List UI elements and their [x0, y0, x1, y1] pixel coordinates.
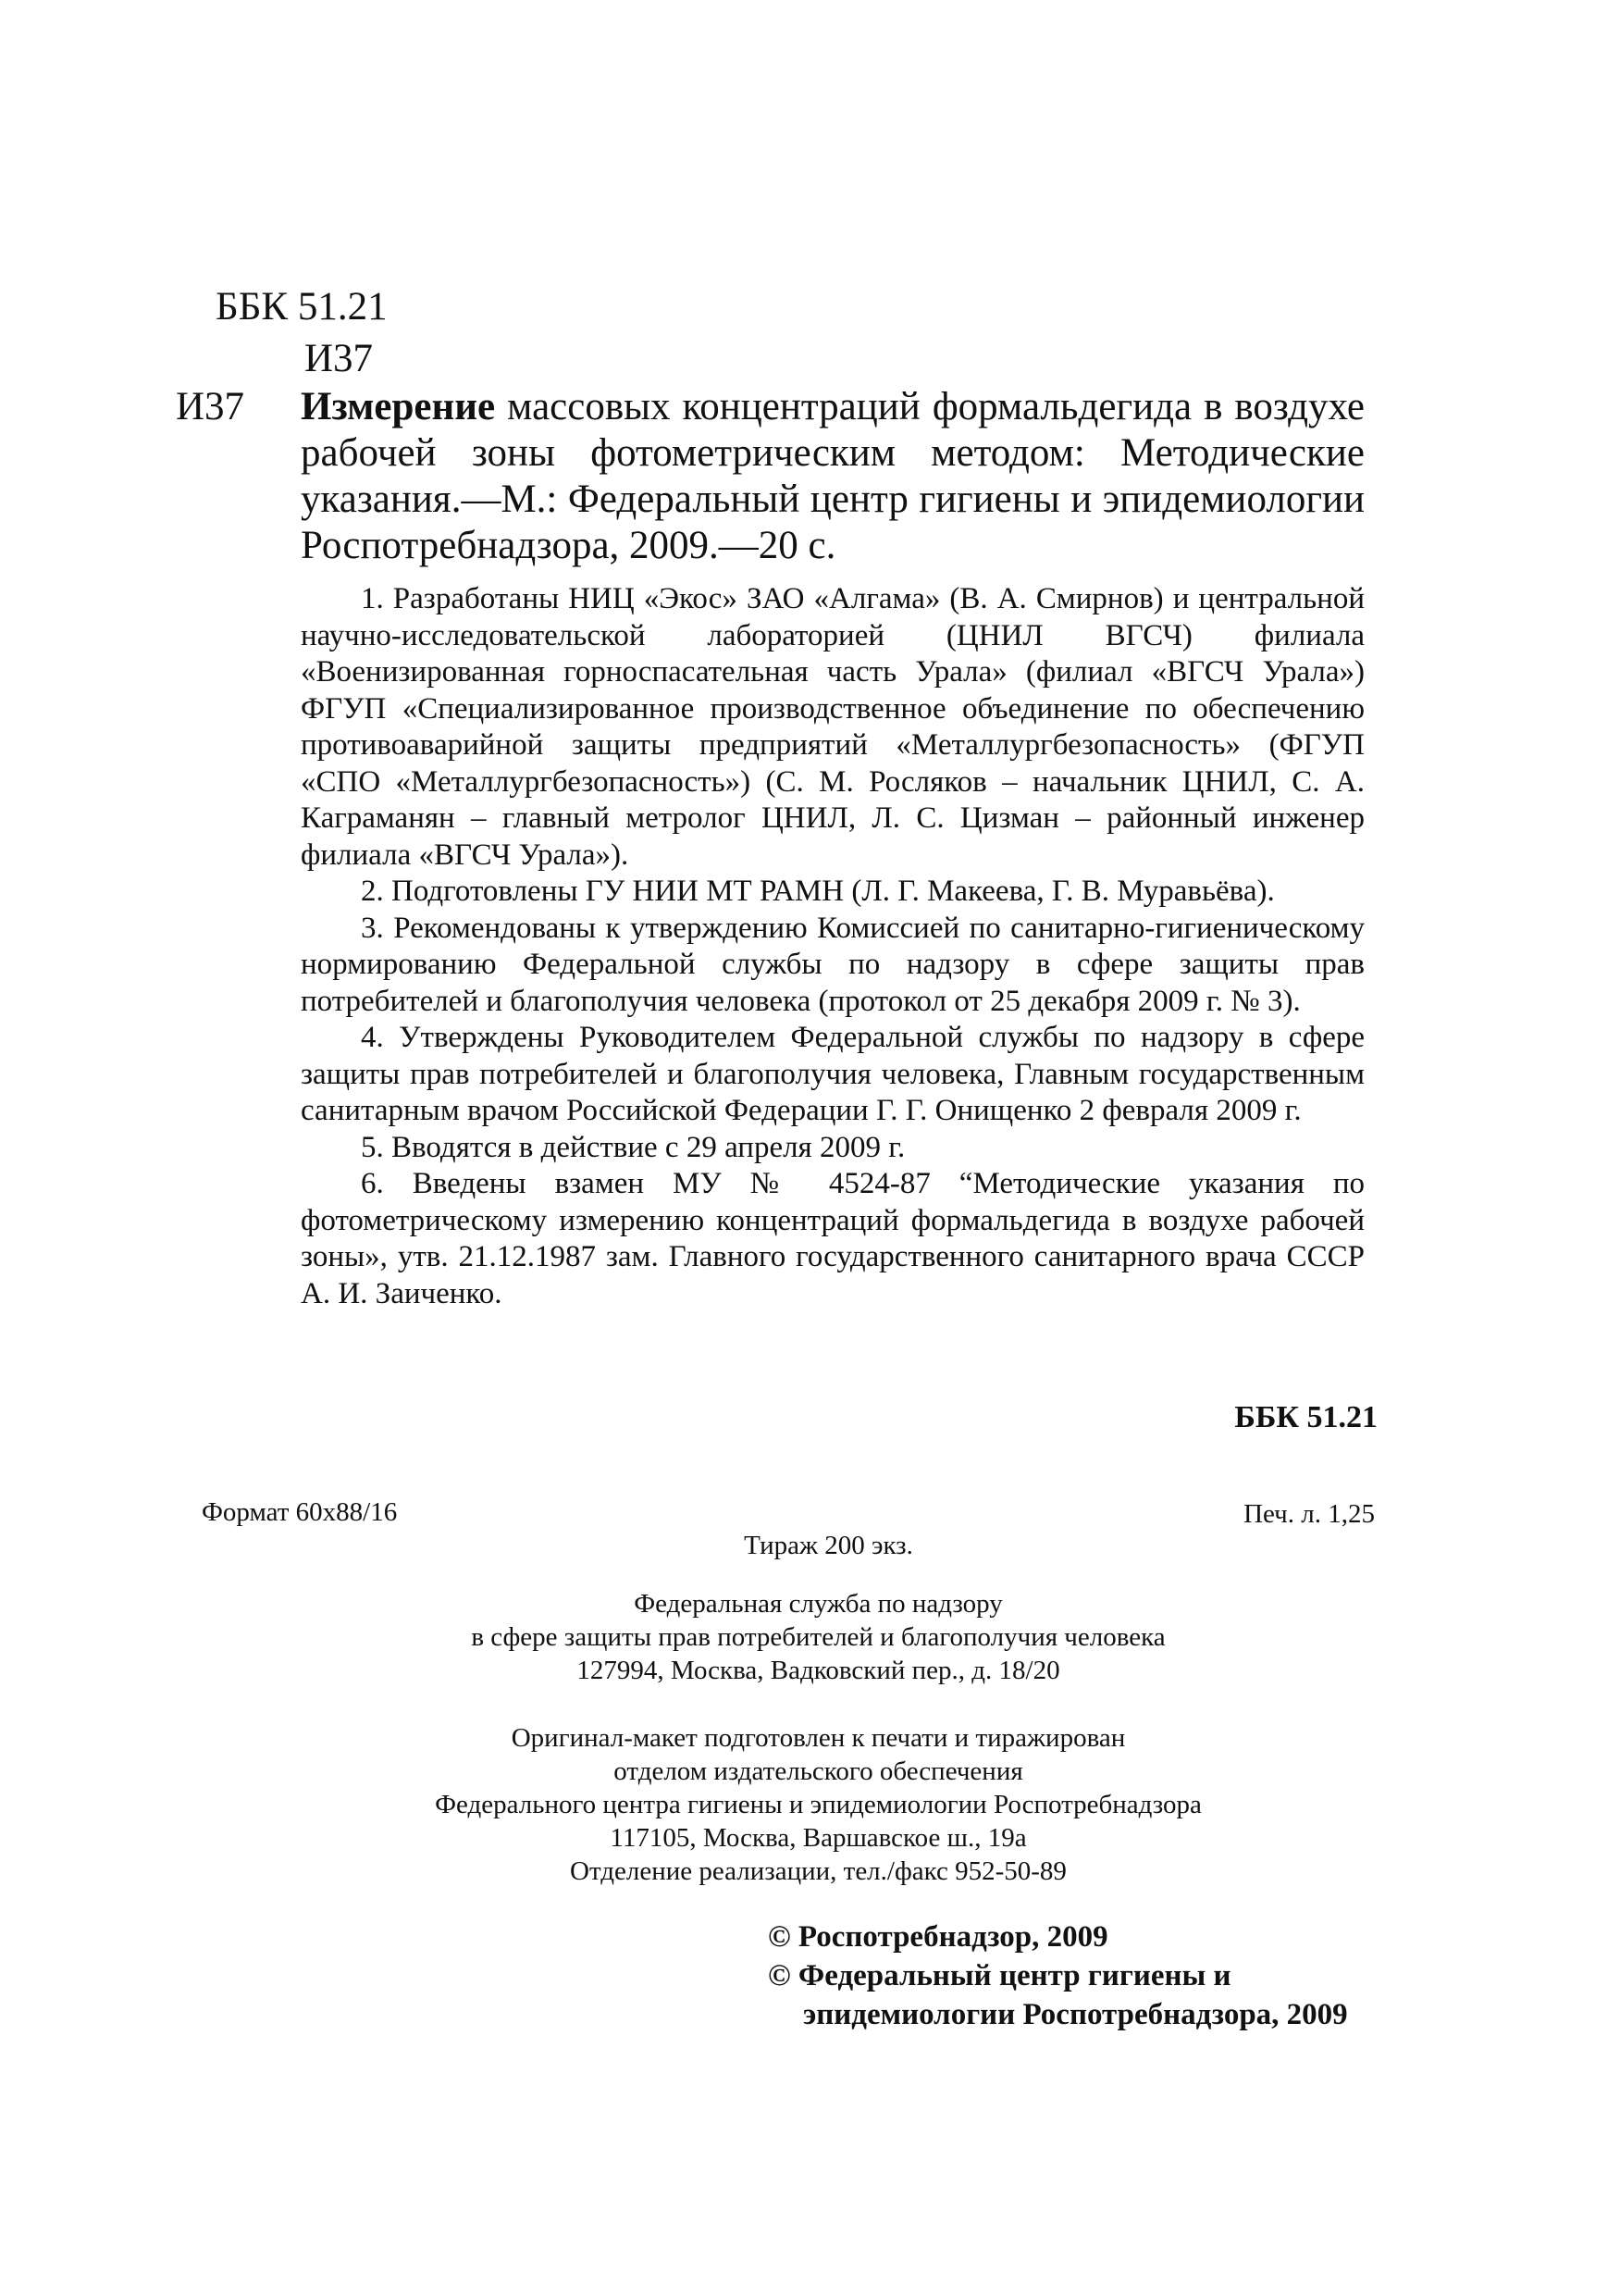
author-mark: И37: [304, 337, 374, 380]
bbk-code: ББК 51.21: [216, 285, 388, 329]
printer-line: отделом издательского обеспечения: [613, 1756, 1023, 1786]
print-run: Тираж 200 экз.: [744, 1531, 913, 1560]
publisher-line: 127994, Москва, Вадковский пер., д. 18/20: [576, 1656, 1060, 1685]
copyright-line: © Роспотребнадзор, 2009: [768, 1920, 1108, 1954]
copyright-line: эпидемиологии Роспотребнадзора, 2009: [803, 1998, 1348, 2031]
publisher-line: Федеральная служба по надзору: [634, 1589, 1003, 1619]
note-item: 6. Введены взамен МУ № 4524-87 “Методические указания по фотометрическому измерению концентраций формальдегида в воздухе рабочей зоны», утв. 21.12.1987 зам. Главного государственного санитарного врача СССР А. И. Заиченко.: [301, 1167, 1365, 1310]
sheets-info: Печ. л. 1,25: [1243, 1499, 1375, 1529]
publisher-block: [0, 1587, 1620, 1687]
bibliographic-annotation: [301, 384, 1365, 569]
publisher-line: в сфере защиты прав потребителей и благополучия человека: [471, 1622, 1166, 1652]
printer-line: Отделение реализации, тел./факс 952-50-89: [570, 1856, 1067, 1886]
notes-list: [301, 581, 1365, 1312]
note-item: 2. Подготовлены ГУ НИИ МТ РАМН (Л. Г. Макеева, Г. В. Муравьёва).: [361, 875, 1275, 908]
note-item: 1. Разработаны НИЦ «Экос» ЗАО «Алгама» (В. А. Смирнов) и центральной научно-исследовательской лабораторией (ЦНИЛ ВГСЧ) филиала «Военизированная горноспасательная часть Урала» (филиал «ВГСЧ Урала») ФГУП «Специализированное производственное объединение по обеспечению противоаварийной защиты предприятий «Металлургбезопасность» (ФГУП «СПО «Металлургбезопасность») (С. М. Росляков – начальник ЦНИЛ, С. А. Каграманян – главный метролог ЦНИЛ, Л. С. Цизман – районный инженер филиала «ВГСЧ Урала»).: [301, 582, 1365, 872]
title-rest: массовых концентраций формальдегида в воздухе рабочей зоны фотометрическим методом: Методические указания.—М.: Федеральный центр гигиены и эпидемиологии Роспотребнадзора, 2009.—20 с.: [301, 385, 1365, 567]
note-item: 3. Рекомендованы к утверждению Комиссией по санитарно-гигиеническому нормированию Федеральной службы по надзору в сфере защиты прав потребителей и благополучия человека (протокол от 25 декабря 2009 г. № 3).: [301, 911, 1365, 1018]
format-info: Формат 60х88/16: [202, 1497, 398, 1527]
printer-line: Оригинал-макет подготовлен к печати и тиражирован: [511, 1723, 1126, 1753]
copyright-line: © Федеральный центр гигиены и: [768, 1959, 1231, 1992]
bbk-header: [216, 281, 388, 385]
printer-line: Федерального центра гигиены и эпидемиологии Роспотребнадзора: [435, 1790, 1202, 1819]
note-item: 4. Утверждены Руководителем Федеральной службы по надзору в сфере защиты прав потребителей и благополучия человека, Главным государственным санитарным врачом Российской Федерации Г. Г. Онищенко 2 февраля 2009 г.: [301, 1021, 1365, 1127]
title-lead: Измерение: [301, 385, 496, 428]
copyright-block: [768, 1917, 1348, 2034]
bbk-bottom: ББК 51.21: [1234, 1400, 1378, 1434]
printer-block: [0, 1721, 1620, 1888]
printer-line: 117105, Москва, Варшавское ш., 19а: [610, 1823, 1027, 1853]
note-item: 5. Вводятся в действие с 29 апреля 2009 г.: [361, 1130, 906, 1164]
entry-code: И37: [176, 385, 245, 428]
